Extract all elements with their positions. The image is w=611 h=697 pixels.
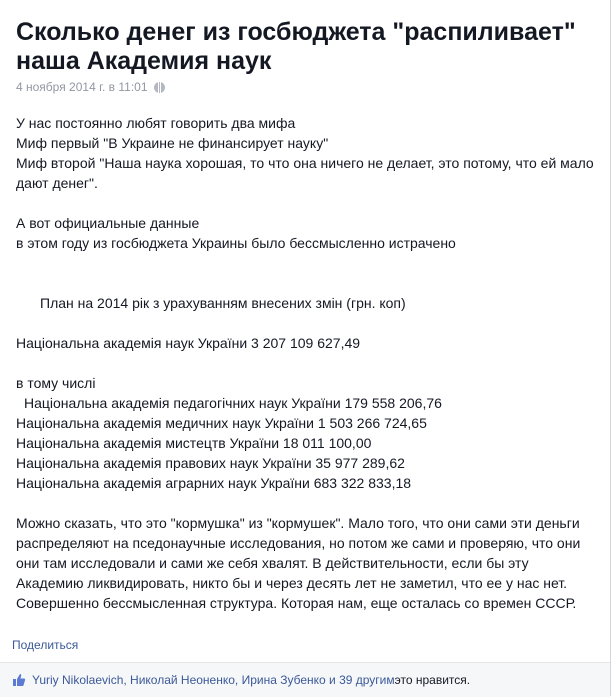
post-line: Національна академія мистецтв України 18 011 100,00 — [16, 435, 372, 451]
post-line: в тому числі — [16, 375, 96, 391]
post-line: в этом году из госбюджета Украины было бессмысленно истрачено — [16, 235, 456, 251]
post-line: Національна академія аграрних наук України 683 322 833,18 — [16, 475, 412, 491]
likes-suffix: это нравится. — [394, 673, 471, 687]
post-line: Миф первый "В Украине не финансирует науку" — [16, 135, 329, 151]
post-line: Миф второй "Наша наука хорошая, то что она ничего не делает, это потому, что ей мало дают денег". — [16, 155, 594, 191]
share-link[interactable]: Поделиться — [12, 638, 79, 652]
post-date[interactable]: 4 ноября 2014 г. в 11:01 — [16, 80, 148, 94]
likers-list[interactable]: Yuriy Nikolaevich, Николай Неоненко, Ирина Зубенко и 39 другим — [32, 673, 395, 687]
post-title: Сколько денег из госбюджета "распиливает" наша Академия наук — [16, 18, 576, 75]
post-meta — [16, 80, 165, 94]
likes-bar — [0, 662, 610, 697]
globe-icon[interactable] — [154, 82, 165, 93]
post-line: У нас постоянно любят говорить два мифа — [16, 115, 296, 131]
post-body — [16, 113, 596, 613]
post-line: План на 2014 рік з урахуванням внесених змін (грн. коп) — [40, 295, 406, 311]
post-line: Національна академія правових наук України 35 977 289,62 — [16, 455, 405, 471]
thumbs-up-icon[interactable] — [12, 673, 26, 687]
post-line: Національна академія наук України 3 207 109 627,49 — [16, 335, 361, 351]
post-line: Національна академія педагогічних наук України 179 558 206,76 — [24, 395, 442, 411]
post-line: Національна академія медичних наук України 1 503 266 724,65 — [16, 415, 427, 431]
post-line: Можно сказать, что это "кормушка" из "кормушек". Мало того, что они сами эти деньги распределяют на пседонаучные исследования, но потом же сами и проверяю, что они они там исследовали и сами же себя хвалят. В действительности, если бы эту Академию ликвидировать, никто бы и через десять лет не заметил, что ее у нас нет. Совершенно бессмысленная структура. Которая нам, еще осталась со времен СССР. — [16, 515, 581, 611]
post-line: А вот официальные данные — [16, 215, 200, 231]
